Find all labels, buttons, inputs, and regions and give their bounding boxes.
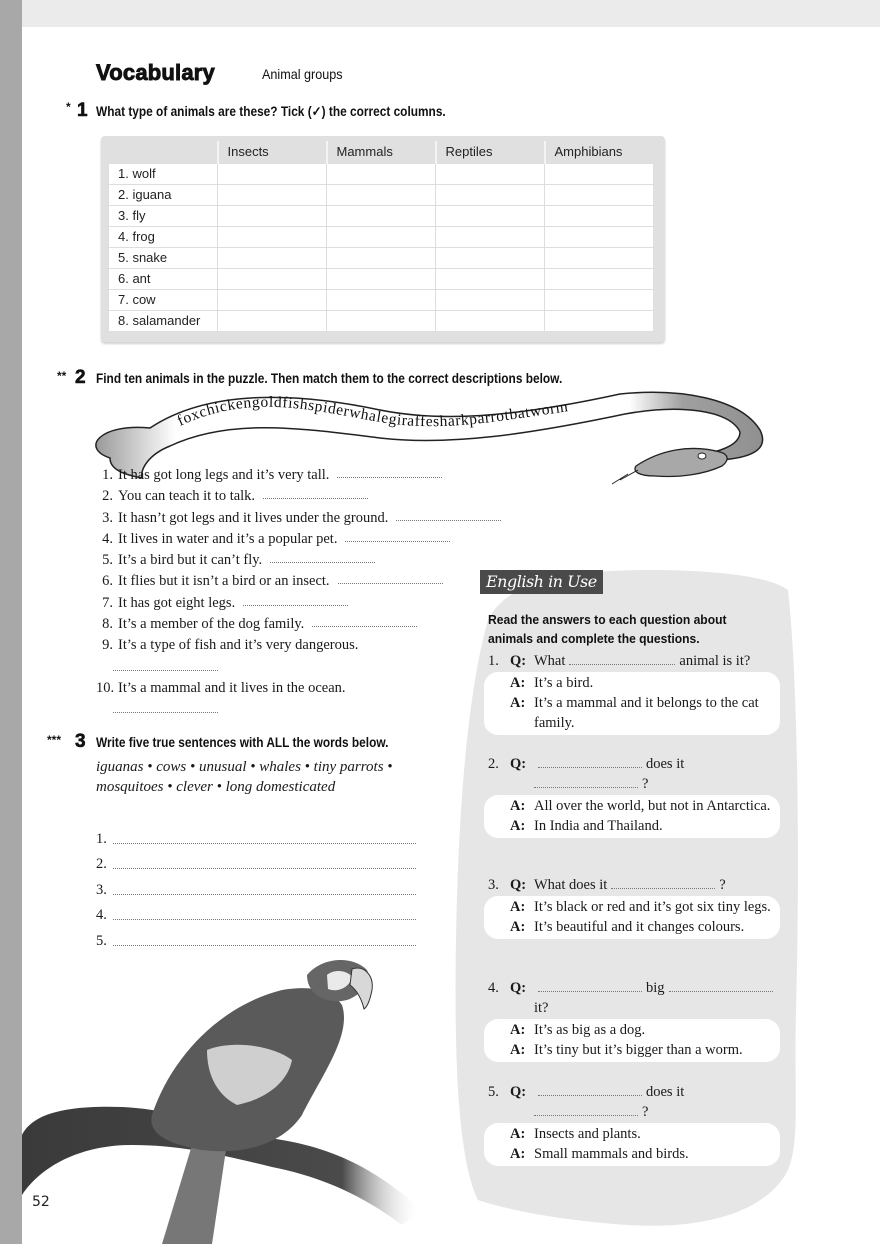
question-continuation xyxy=(484,1102,780,1122)
question-blank[interactable] xyxy=(611,877,715,889)
sentence-writing-lines xyxy=(96,822,416,950)
item-number: 6. xyxy=(102,573,113,590)
word-puzzle: foxchickengoldfishspiderwhalegiraffesharkparrotbatworm xyxy=(174,393,570,431)
question-part: What xyxy=(534,653,566,669)
question-row xyxy=(484,875,780,895)
sentence-blank[interactable] xyxy=(113,832,416,844)
answer-row xyxy=(484,816,780,836)
tick-cell-mammals[interactable] xyxy=(327,247,436,268)
tick-cell-reptiles[interactable] xyxy=(436,268,545,289)
exercise-2-instruction: Find ten animals in the puzzle. Then match them to the correct descriptions below. xyxy=(96,371,563,386)
question-blank[interactable] xyxy=(669,980,773,992)
page-number: 52 xyxy=(32,1194,50,1210)
question-part: ? xyxy=(642,776,649,792)
answer-row xyxy=(484,897,780,917)
item-number: 5. xyxy=(102,552,113,569)
description-item xyxy=(96,486,516,507)
tick-cell-insects[interactable] xyxy=(218,268,327,289)
tick-cell-reptiles[interactable] xyxy=(436,163,545,184)
answer-row xyxy=(484,796,780,816)
answer-label: A: xyxy=(510,675,526,691)
answer-blank[interactable] xyxy=(338,571,443,584)
question-number: 4. xyxy=(488,980,499,996)
tick-cell-insects[interactable] xyxy=(218,205,327,226)
column-header-reptiles: Reptiles xyxy=(436,141,545,163)
question-row xyxy=(484,754,780,774)
answer-label: A: xyxy=(510,899,526,915)
item-number: 10. xyxy=(96,679,115,696)
question-text xyxy=(534,651,780,671)
question-part: it? xyxy=(534,1000,549,1016)
sentence-line xyxy=(96,899,416,925)
tick-cell-reptiles[interactable] xyxy=(436,226,545,247)
question-number: 3. xyxy=(488,877,499,893)
item-number: 7. xyxy=(102,594,113,611)
tick-cell-amphibians[interactable] xyxy=(545,310,654,331)
animal-name-cell: 4. frog xyxy=(109,226,218,247)
question-text xyxy=(534,978,780,998)
column-header-insects: Insects xyxy=(218,141,327,163)
item-number: 3. xyxy=(102,509,113,526)
exercise-1-difficulty: * xyxy=(66,100,71,114)
answer-blank[interactable] xyxy=(337,465,442,478)
table-row xyxy=(109,310,654,331)
question-label: Q: xyxy=(510,653,527,669)
answer-row xyxy=(484,917,780,937)
description-item xyxy=(96,529,516,550)
question-label: Q: xyxy=(510,1084,527,1100)
item-number: 1. xyxy=(102,467,113,483)
question-text xyxy=(534,1082,780,1102)
tick-cell-mammals[interactable] xyxy=(327,268,436,289)
item-text: It lives in water and it’s a popular pet. xyxy=(118,530,338,547)
line-number: 1. xyxy=(96,830,107,847)
column-header-mammals: Mammals xyxy=(327,141,436,163)
description-item xyxy=(96,465,516,486)
answer-row xyxy=(484,673,780,693)
tick-cell-reptiles[interactable] xyxy=(436,247,545,268)
sentence-line xyxy=(96,822,416,848)
question-number: 2. xyxy=(488,756,499,772)
answer-text: Insects and plants. xyxy=(534,1126,641,1142)
question-label: Q: xyxy=(510,980,527,996)
item-text: It’s a member of the dog family. xyxy=(118,616,305,633)
table-row xyxy=(109,163,654,184)
tick-cell-amphibians[interactable] xyxy=(545,184,654,205)
item-text: It’s a mammal and it lives in the ocean. xyxy=(118,679,346,696)
question-blank[interactable] xyxy=(534,1104,638,1116)
answer-blank[interactable] xyxy=(243,593,348,606)
sentence-line xyxy=(96,848,416,874)
answer-row xyxy=(484,693,780,733)
tick-cell-mammals[interactable] xyxy=(327,310,436,331)
qa-item xyxy=(484,651,780,735)
description-item xyxy=(96,508,516,529)
animal-classification-table xyxy=(108,141,654,332)
exercise-3-instruction: Write five true sentences with ALL the words below. xyxy=(96,735,389,750)
answer-row xyxy=(484,1040,780,1060)
answer-label: A: xyxy=(510,1146,526,1162)
animal-name-cell: 6. ant xyxy=(109,268,218,289)
tick-cell-insects[interactable] xyxy=(218,184,327,205)
question-blank[interactable] xyxy=(538,756,642,768)
exercise-2-difficulty: ** xyxy=(57,369,67,383)
tick-cell-mammals[interactable] xyxy=(327,205,436,226)
item-text: You can teach it to talk. xyxy=(118,488,256,505)
answer-blank[interactable] xyxy=(396,508,501,521)
table-row xyxy=(109,268,654,289)
animal-name-cell: 5. snake xyxy=(109,247,218,268)
answer-box xyxy=(484,1123,780,1166)
section-title: Vocabulary xyxy=(96,60,215,85)
answer-label: A: xyxy=(510,798,526,814)
answer-row xyxy=(484,1124,780,1144)
sentence-blank[interactable] xyxy=(113,883,416,895)
answer-row xyxy=(484,1020,780,1040)
answer-label: A: xyxy=(510,1042,526,1058)
tick-cell-amphibians[interactable] xyxy=(545,268,654,289)
page-top-band xyxy=(22,0,880,27)
answer-label: A: xyxy=(510,695,526,711)
table-row xyxy=(109,247,654,268)
question-part: does it xyxy=(646,1084,685,1100)
question-row xyxy=(484,1082,780,1102)
exercise-2-number: 2 xyxy=(75,367,86,388)
item-number: 8. xyxy=(102,616,113,633)
tick-cell-amphibians[interactable] xyxy=(545,226,654,247)
tick-cell-reptiles[interactable] xyxy=(436,289,545,310)
qa-item xyxy=(484,1082,780,1166)
line-number: 5. xyxy=(96,932,107,949)
question-number: 5. xyxy=(488,1084,499,1100)
animal-name-cell: 7. cow xyxy=(109,289,218,310)
column-header-amphibians: Amphibians xyxy=(545,141,654,163)
item-text: It hasn’t got legs and it lives under the ground. xyxy=(118,509,389,526)
qa-item xyxy=(484,978,780,1062)
sentence-line xyxy=(96,873,416,899)
animal-name-cell: 3. fly xyxy=(109,205,218,226)
answer-label: A: xyxy=(510,1022,526,1038)
question-blank[interactable] xyxy=(569,653,675,665)
tick-cell-insects[interactable] xyxy=(218,247,327,268)
page-edge-strip xyxy=(0,0,22,1244)
tick-cell-reptiles[interactable] xyxy=(436,310,545,331)
tick-cell-insects[interactable] xyxy=(218,163,327,184)
question-part: animal is it? xyxy=(679,653,751,669)
snake-head-icon xyxy=(612,448,727,484)
answer-text: It’s as big as a dog. xyxy=(534,1022,646,1038)
tick-cell-mammals[interactable] xyxy=(327,184,436,205)
question-part: big xyxy=(646,980,665,996)
answer-label: A: xyxy=(510,919,526,935)
exercise-3-number: 3 xyxy=(75,731,86,752)
tick-cell-mammals[interactable] xyxy=(327,226,436,247)
animal-name-cell: 1. wolf xyxy=(109,163,218,184)
question-part: What does it xyxy=(534,877,608,893)
answer-row xyxy=(484,1144,780,1164)
tick-cell-insects[interactable] xyxy=(218,226,327,247)
qa-item xyxy=(484,875,780,939)
answer-blank[interactable] xyxy=(270,550,375,563)
question-continuation xyxy=(484,998,780,1018)
english-in-use-instruction: Read the answers to each question about animals and complete the questions. xyxy=(488,612,727,646)
table-row xyxy=(109,289,654,310)
table-row xyxy=(109,226,654,247)
question-label: Q: xyxy=(510,877,527,893)
question-text xyxy=(534,875,780,895)
exercise-1-number: 1 xyxy=(77,100,88,121)
question-part: ? xyxy=(642,1104,649,1120)
parrot-tail xyxy=(162,1143,227,1244)
answer-text: In India and Thailand. xyxy=(534,818,663,834)
table-row xyxy=(109,184,654,205)
answer-text: It’s a bird. xyxy=(534,675,594,691)
tick-cell-insects[interactable] xyxy=(218,289,327,310)
line-number: 3. xyxy=(96,881,107,898)
item-number: 2. xyxy=(102,488,113,505)
exercise-3-difficulty: *** xyxy=(47,733,62,747)
tick-cell-mammals[interactable] xyxy=(327,289,436,310)
animal-name-cell: 2. iguana xyxy=(109,184,218,205)
tick-cell-reptiles[interactable] xyxy=(436,205,545,226)
sentence-blank[interactable] xyxy=(113,857,416,869)
animal-name-cell: 8. salamander xyxy=(109,310,218,331)
answer-box xyxy=(484,1019,780,1062)
answer-text: It’s a mammal and it belongs to the cat family. xyxy=(534,695,759,731)
question-row xyxy=(484,651,780,671)
question-blank[interactable] xyxy=(538,1084,642,1096)
question-part: does it xyxy=(646,756,685,772)
answer-blank[interactable] xyxy=(113,699,218,713)
answer-box xyxy=(484,896,780,939)
answer-blank[interactable] xyxy=(263,486,368,499)
word-bank: iguanas • cows • unusual • whales • tiny parrots • mosquitoes • clever • long domesticated xyxy=(96,759,393,795)
sentence-blank[interactable] xyxy=(113,908,416,920)
answer-text: Small mammals and birds. xyxy=(534,1146,689,1162)
tick-cell-amphibians[interactable] xyxy=(545,163,654,184)
line-number: 4. xyxy=(96,907,107,923)
item-text: It’s a bird but it can’t fly. xyxy=(118,552,263,569)
table-header-row xyxy=(109,141,654,163)
parrot-photo xyxy=(22,945,462,1244)
answer-blank[interactable] xyxy=(113,657,218,671)
item-number: 4. xyxy=(102,530,113,547)
question-continuation xyxy=(484,774,780,794)
tick-cell-insects[interactable] xyxy=(218,310,327,331)
table-row xyxy=(109,205,654,226)
question-blank[interactable] xyxy=(538,980,642,992)
answer-label: A: xyxy=(510,1126,526,1142)
question-number: 1. xyxy=(488,653,499,669)
answer-box xyxy=(484,672,780,735)
tick-cell-reptiles[interactable] xyxy=(436,184,545,205)
answer-blank[interactable] xyxy=(345,529,450,542)
item-text: It has got long legs and it’s very tall. xyxy=(118,467,330,483)
question-label: Q: xyxy=(510,756,527,772)
answer-label: A: xyxy=(510,818,526,834)
section-subtitle: Animal groups xyxy=(262,66,343,82)
english-in-use-tag: English in Use xyxy=(480,570,603,594)
qa-item xyxy=(484,754,780,838)
table-corner xyxy=(109,141,218,163)
item-number: 9. xyxy=(102,637,113,654)
answer-text: All over the world, but not in Antarctica. xyxy=(534,798,771,814)
sentence-blank[interactable] xyxy=(113,934,416,946)
answer-box xyxy=(484,795,780,838)
item-text: It has got eight legs. xyxy=(118,594,236,611)
answer-text: It’s tiny but it’s bigger than a worm. xyxy=(534,1042,743,1058)
tick-cell-amphibians[interactable] xyxy=(545,247,654,268)
question-text xyxy=(534,754,780,774)
line-number: 2. xyxy=(96,856,107,872)
item-text: It’s a type of fish and it’s very dangerous. xyxy=(118,637,359,654)
tick-cell-mammals[interactable] xyxy=(327,163,436,184)
item-text: It flies but it isn’t a bird or an insect. xyxy=(118,573,330,590)
exercise-1-instruction: What type of animals are these? Tick (✓) the correct columns. xyxy=(96,104,446,119)
tick-cell-amphibians[interactable] xyxy=(545,289,654,310)
tick-cell-amphibians[interactable] xyxy=(545,205,654,226)
answer-blank[interactable] xyxy=(312,614,417,627)
answer-text: It’s black or red and it’s got six tiny legs. xyxy=(534,899,771,915)
question-blank[interactable] xyxy=(534,776,638,788)
question-part: ? xyxy=(719,877,726,893)
answer-text: It’s beautiful and it changes colours. xyxy=(534,919,745,935)
question-row xyxy=(484,978,780,998)
